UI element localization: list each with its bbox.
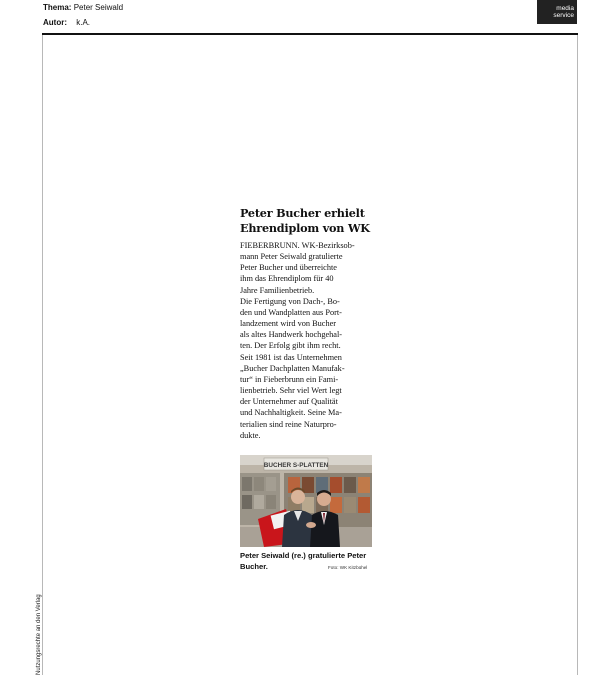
autor-value: k.A. (76, 18, 91, 27)
caption-line-2: Bucher. (240, 562, 268, 571)
headline-line-1: Peter Bucher erhielt (240, 206, 365, 220)
thema-value: Peter Seiwald (73, 3, 124, 12)
photo-sign-text: BUCHER S-PLATTEN (263, 462, 329, 469)
article-body: FIEBERBRUNN. WK-Bezirksob- mann Peter Seiwald gratulierte Peter Bucher und überreichte ihm das Ehrendiplom für 40 Jahre Familienbetrieb. Die Fertigung von Dach-, Bo- den und Wandplatten aus Port- landzement wird von Bucher als altes Handwerk hochgehal- ten. Der Erfolg gibt ihm recht. Seit 1981 ist das Unternehmen „Bucher Dachplatten Manufak- tur“ in Fieberbrunn ein Fami- lienbetrieb. Sehr viel Wert legt der Unternehmer auf Qualität und Nachhaltigkeit. Seine Ma- terialien sind reine Naturpro- dukte. (240, 241, 355, 440)
headline-line-2: Ehrendiplom von WK (240, 221, 370, 235)
page-frame-right (577, 35, 578, 675)
autor-line (43, 18, 90, 28)
thema-label: Thema: (43, 3, 72, 12)
article-photo (240, 455, 372, 547)
page-frame-left (42, 35, 43, 675)
article (240, 206, 374, 441)
media-service-logo (537, 0, 577, 24)
article-headline (240, 206, 374, 236)
header-rule (42, 33, 578, 35)
caption-line-1: Peter Seiwald (re.) gratulierte Peter (240, 551, 367, 560)
logo-line-service: service (553, 12, 574, 19)
logo-line-media: media (556, 5, 574, 12)
thema-line (43, 3, 123, 13)
rights-note: Nutzungsrechte an den Verlag (36, 594, 42, 675)
photo-credit: Foto: WK Kitzbühel (328, 565, 368, 570)
autor-label: Autor: (43, 18, 67, 27)
